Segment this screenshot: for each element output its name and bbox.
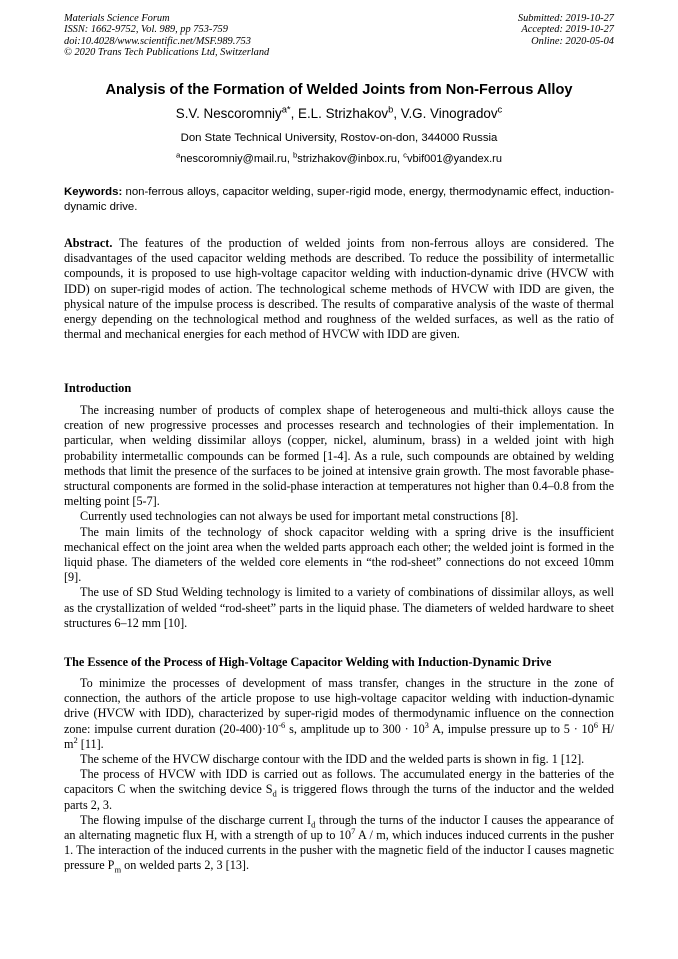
author-separator: , xyxy=(393,106,401,121)
abstract-paragraph xyxy=(64,236,614,342)
email-marker: a xyxy=(176,150,181,160)
accepted-date: Accepted: 2019-10-27 xyxy=(521,24,614,36)
superscript: 3 xyxy=(424,719,429,730)
email-b[interactable]: strizhakov@inbox.ru, xyxy=(297,153,404,165)
affiliation: Don State Technical University, Rostov-on-don, 344000 Russia xyxy=(180,132,498,144)
journal-header xyxy=(64,13,269,59)
text-run: through the turns of the inductor I causes the appearance of an alternating magnetic flux H, with a strength of up to 10 xyxy=(64,812,614,843)
author-3: V.G. Vinogradov xyxy=(400,106,498,121)
intro-paragraph-3: The main limits of the technology of shock capacitor welding with a spring drive is the insufficient mechanical effect on the joint area when the welded parts approach each other; the welded joint is formed in the liquid phase. The diameters of the welded core elements in “the rod-sheet” connections do not exceed 10mm [9]. xyxy=(64,524,614,585)
text-run: H/ m xyxy=(64,721,615,751)
author-1-marker: a* xyxy=(281,104,291,115)
author-3-marker: c xyxy=(497,104,503,115)
author-2: E.L. Strizhakov xyxy=(298,106,389,121)
superscript: 6 xyxy=(593,719,599,730)
keywords xyxy=(64,185,614,215)
journal-issn: ISSN: 1662-9752, Vol. 989, pp 753-759 xyxy=(64,24,228,36)
email-a[interactable]: nescoromniy@mail.ru, xyxy=(180,153,293,165)
text-run: A / m, which induces induced currents in the pusher 1. The interaction of the induced currents in the pusher with the magnetic field of the inductor I causes magnetic pressure P xyxy=(64,828,614,873)
intro-paragraph-4: The use of SD Stud Welding technology is limited to a variety of combinations of dissimilar alloys, as well as the crystallization of welded “rod-sheet” parts in the liquid phase. The diameters of welded hardware to sheet structures 6–12 mm [10]. xyxy=(64,585,614,630)
text-run: A, impulse pressure up to 5 · 10 xyxy=(428,721,594,736)
text-run: on welded parts 2, 3 [13]. xyxy=(121,858,250,873)
journal-name: Materials Science Forum xyxy=(64,13,170,24)
subscript: m xyxy=(114,864,122,875)
email-marker: b xyxy=(292,150,298,160)
intro-paragraph-1: The increasing number of products of complex shape of heterogeneous and multi-thick alloys cause the creation of new progressive processes and processes research and technologies of their implementation. In particular, when welding dissimilar alloys (copper, nickel, aluminum, brass) in a welded joint with high probability intermetallic compounds can be formed [1-4]. As a rule, such compounds are obtained by welding methods that limit the presence of the surfaces to be joined at intensive grain growth. The most favorable phase-structural components are formed in the solid-phase interaction at temperatures not higher than 0.4–0.8 from the melting point [5-7]. xyxy=(64,403,614,509)
online-date: Online: 2020-05-04 xyxy=(531,35,614,47)
essence-section xyxy=(64,676,614,874)
intro-heading: Introduction xyxy=(64,381,132,395)
subscript: d xyxy=(311,819,316,830)
journal-doi[interactable]: doi:10.4028/www.scientific.net/MSF.989.753 xyxy=(64,35,251,47)
superscript: -6 xyxy=(278,719,286,730)
author-2-marker: b xyxy=(388,104,394,115)
intro-paragraph-2: Currently used technologies can not always be used for important metal constructions [8]. xyxy=(80,509,519,524)
keywords-text: non-ferrous alloys, capacitor welding, super-rigid mode, energy, thermodynamic effect, induction-dynamic drive. xyxy=(64,186,614,213)
author-1: S.V. Nescoromniy xyxy=(175,106,282,121)
paper-title: Analysis of the Formation of Welded Joints from Non-Ferrous Alloy xyxy=(105,82,573,98)
subscript: d xyxy=(272,788,277,799)
superscript: 2 xyxy=(73,734,78,745)
text-run: s, amplitude up to 300 · 10 xyxy=(285,721,425,736)
submitted-date: Submitted: 2019-10-27 xyxy=(517,13,614,24)
abstract xyxy=(64,236,614,342)
superscript: 7 xyxy=(351,825,356,836)
abstract-label: Abstract. xyxy=(64,236,113,250)
author-list xyxy=(0,106,678,121)
text-run: The flowing impulse of the discharge current I xyxy=(80,812,312,827)
author-separator: , xyxy=(290,106,299,121)
essence-paragraph-3 xyxy=(64,767,614,813)
essence-paragraph-2: The scheme of the HVCW discharge contour with the IDD and the welded parts is shown in fig. 1 [12]. xyxy=(80,752,585,767)
abstract-text: The features of the production of welded joints from non-ferrous alloys are considered. The disadvantages of the used capacitor welding methods are described. To reduce the possibility of intermetallic compounds, it is proposed to use high-voltage capacitor welding with induction-dynamic drive (HVCW with IDD) on super-rigid modes of action. The technological scheme methods of HVCW with IDD are given, the physical nature of the impulse process is described. The results of comparative analysis of the waste of thermal energy depending on the technological method and roughness of the welded surfaces, as well as the ratio of thermal and mechanical energies for each method of HVCW with IDD are given. xyxy=(64,236,614,342)
essence-paragraph-1 xyxy=(64,676,614,752)
text-run: is triggered flows through the turns of the inductor and the welded parts 2, 3. xyxy=(64,782,614,812)
email-list xyxy=(0,150,678,165)
keywords-label: Keywords: xyxy=(64,186,123,198)
essence-paragraph-4 xyxy=(64,813,614,874)
intro-section xyxy=(64,403,614,631)
essence-heading: The Essence of the Process of High-Voltage Capacitor Welding with Induction-Dynamic Drive xyxy=(64,655,552,669)
dates-header xyxy=(518,13,614,47)
text-run: To minimize the processes of development of mass transfer, changes in the structure in the zone of connection, the authors of the article propose to use high-voltage capacitor welding with induction-dynamic drive (HVCW with IDD), characterized by super-rigid modes of thermodynamic influence on the connection zone: impulse current duration (20-400)·10 xyxy=(64,676,614,736)
journal-copyright: © 2020 Trans Tech Publications Ltd, Switzerland xyxy=(64,47,270,59)
text-run: [11]. xyxy=(77,736,104,751)
email-marker: c xyxy=(403,150,408,160)
text-run: The process of HVCW with IDD is carried out as follows. The accumulated energy in the batteries of the capacitors C when the switching device S xyxy=(64,767,614,797)
email-c[interactable]: vbif001@yandex.ru xyxy=(407,153,502,165)
